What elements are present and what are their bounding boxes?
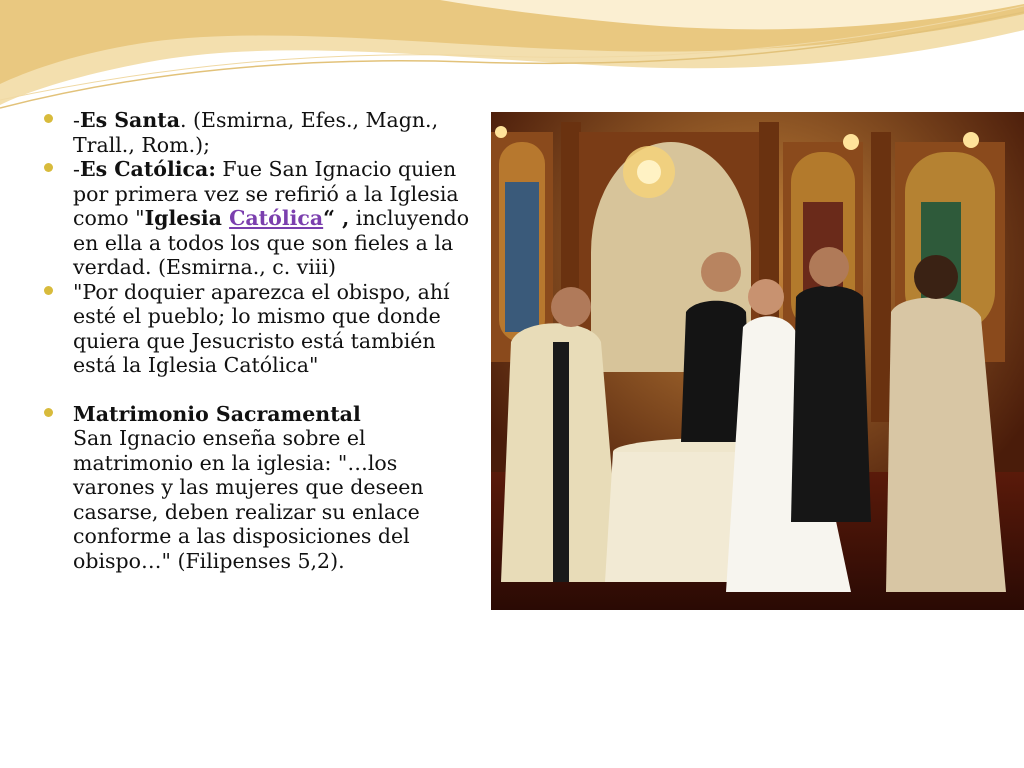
bullet-dot-icon xyxy=(44,286,53,295)
bullet-dot-icon xyxy=(44,163,53,172)
slide-text-content xyxy=(44,108,474,573)
item-bold-heading: Matrimonio Sacramental xyxy=(73,401,361,426)
item-prefix: - xyxy=(73,157,80,181)
list-spacer xyxy=(44,378,474,402)
item-text: . (Esmirna, Efes., Magn., Trall., Rom.); xyxy=(73,108,439,157)
list-item-es-santa xyxy=(44,108,474,157)
item-bold-quote: “ , xyxy=(323,206,350,230)
item-text: Fue San Ignacio quien por primera vez se refirió a la Iglesia como " xyxy=(73,157,459,230)
item-bold-heading: Es Santa xyxy=(79,108,180,132)
bullet-dot-icon xyxy=(44,114,53,123)
item-bold-term: Iglesia xyxy=(144,206,230,230)
item-text-continued: incluyendo en ella a todos los que son fieles a la verdad. (Esmirna., c. viii) xyxy=(73,206,470,279)
list-item-quote xyxy=(44,280,474,378)
bullet-list xyxy=(44,108,474,573)
list-item-matrimonio xyxy=(44,402,474,574)
catolica-link[interactable]: Católica xyxy=(229,206,324,230)
bullet-dot-icon xyxy=(44,408,53,417)
item-text: San Ignacio enseña sobre el matrimonio en la iglesia: "…los varones y las mujeres que deseen casarse, deben realizar su enlace conforme a las disposiciones del obispo…" (Filipenses 5,2). xyxy=(73,426,424,573)
wedding-ceremony-photo xyxy=(491,112,1024,610)
item-bold-heading: Es Católica: xyxy=(79,157,216,181)
list-item-es-catolica xyxy=(44,157,474,280)
item-text: "Por doquier aparezca el obispo, ahí esté el pueblo; lo mismo que donde quiera que Jesucristo está también está la Iglesia Católica" xyxy=(73,279,450,377)
header-wave-decoration xyxy=(0,0,1024,120)
item-prefix: - xyxy=(73,108,80,132)
